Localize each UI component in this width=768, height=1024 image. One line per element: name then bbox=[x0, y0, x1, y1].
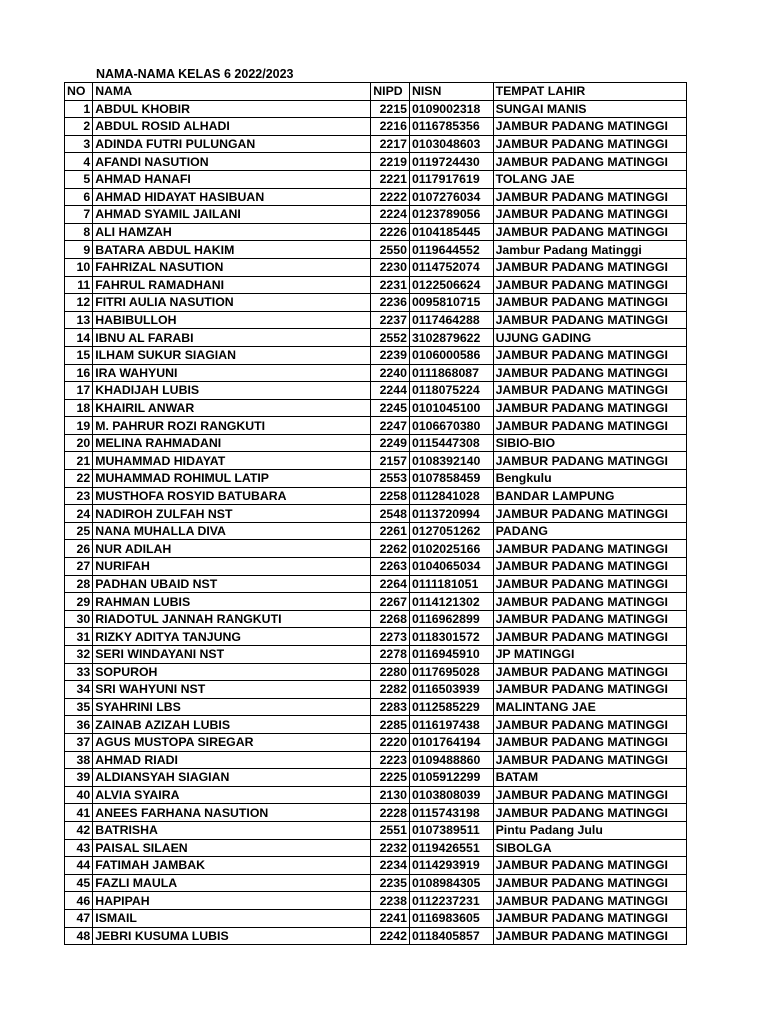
cell-nama: FITRI AULIA NASUTION bbox=[93, 294, 371, 312]
table-row bbox=[65, 733, 687, 751]
cell-no: 27 bbox=[65, 558, 93, 576]
cell-no: 21 bbox=[65, 452, 93, 470]
cell-tempat-lahir: SIBOLGA bbox=[493, 839, 686, 857]
cell-tempat-lahir: MALINTANG JAE bbox=[493, 698, 686, 716]
table-row bbox=[65, 452, 687, 470]
cell-nisn: 0102025166 bbox=[409, 540, 493, 558]
cell-nisn: 0117695028 bbox=[409, 663, 493, 681]
cell-nipd: 2258 bbox=[371, 487, 410, 505]
cell-no: 41 bbox=[65, 804, 93, 822]
cell-nisn: 0116503939 bbox=[409, 681, 493, 699]
cell-tempat-lahir: Bengkulu bbox=[493, 470, 686, 488]
cell-no: 13 bbox=[65, 311, 93, 329]
table-row bbox=[65, 821, 687, 839]
cell-nama: KHAIRIL ANWAR bbox=[93, 399, 371, 417]
cell-nisn: 0119426551 bbox=[409, 839, 493, 857]
cell-no: 38 bbox=[65, 751, 93, 769]
cell-nama: MUSTHOFA ROSYID BATUBARA bbox=[93, 487, 371, 505]
cell-nama: KHADIJAH LUBIS bbox=[93, 382, 371, 400]
cell-nipd: 2551 bbox=[371, 821, 410, 839]
cell-nisn: 0105912299 bbox=[409, 769, 493, 787]
cell-no: 32 bbox=[65, 646, 93, 664]
cell-nama: ALI HAMZAH bbox=[93, 223, 371, 241]
cell-nama: AHMAD SYAMIL JAILANI bbox=[93, 206, 371, 224]
cell-tempat-lahir: JAMBUR PADANG MATINGGI bbox=[493, 909, 686, 927]
table-row bbox=[65, 382, 687, 400]
cell-nipd: 2278 bbox=[371, 646, 410, 664]
cell-tempat-lahir: JAMBUR PADANG MATINGGI bbox=[493, 118, 686, 136]
table-row bbox=[65, 470, 687, 488]
cell-nipd: 2263 bbox=[371, 558, 410, 576]
student-table bbox=[64, 82, 687, 945]
cell-nisn: 0104065034 bbox=[409, 558, 493, 576]
table-row bbox=[65, 522, 687, 540]
cell-no: 23 bbox=[65, 487, 93, 505]
cell-tempat-lahir: JAMBUR PADANG MATINGGI bbox=[493, 294, 686, 312]
table-row bbox=[65, 610, 687, 628]
cell-nipd: 2550 bbox=[371, 241, 410, 259]
cell-tempat-lahir: JAMBUR PADANG MATINGGI bbox=[493, 733, 686, 751]
table-row bbox=[65, 716, 687, 734]
cell-tempat-lahir: JAMBUR PADANG MATINGGI bbox=[493, 927, 686, 945]
cell-no: 8 bbox=[65, 223, 93, 241]
cell-no: 36 bbox=[65, 716, 93, 734]
cell-nipd: 2548 bbox=[371, 505, 410, 523]
table-row bbox=[65, 698, 687, 716]
cell-no: 22 bbox=[65, 470, 93, 488]
cell-tempat-lahir: Pintu Padang Julu bbox=[493, 821, 686, 839]
cell-nisn: 0114293919 bbox=[409, 857, 493, 875]
cell-nama: AHMAD HANAFI bbox=[93, 170, 371, 188]
cell-nisn: 0118075224 bbox=[409, 382, 493, 400]
cell-nisn: 0114121302 bbox=[409, 593, 493, 611]
cell-nisn: 0119644552 bbox=[409, 241, 493, 259]
cell-nipd: 2225 bbox=[371, 769, 410, 787]
cell-nisn: 0116945910 bbox=[409, 646, 493, 664]
cell-no: 6 bbox=[65, 188, 93, 206]
cell-tempat-lahir: JAMBUR PADANG MATINGGI bbox=[493, 874, 686, 892]
table-row bbox=[65, 909, 687, 927]
cell-nipd: 2261 bbox=[371, 522, 410, 540]
cell-nama: HABIBULLOH bbox=[93, 311, 371, 329]
cell-nipd: 2130 bbox=[371, 786, 410, 804]
table-row bbox=[65, 241, 687, 259]
cell-tempat-lahir: JAMBUR PADANG MATINGGI bbox=[493, 804, 686, 822]
cell-no: 20 bbox=[65, 434, 93, 452]
cell-tempat-lahir: JAMBUR PADANG MATINGGI bbox=[493, 364, 686, 382]
cell-tempat-lahir: JAMBUR PADANG MATINGGI bbox=[493, 153, 686, 171]
cell-nisn: 0115447308 bbox=[409, 434, 493, 452]
cell-nipd: 2228 bbox=[371, 804, 410, 822]
cell-nipd: 2237 bbox=[371, 311, 410, 329]
cell-tempat-lahir: SUNGAI MANIS bbox=[493, 100, 686, 118]
cell-nipd: 2224 bbox=[371, 206, 410, 224]
cell-nama: FAHRUL RAMADHANI bbox=[93, 276, 371, 294]
cell-nisn: 0117917619 bbox=[409, 170, 493, 188]
cell-tempat-lahir: JAMBUR PADANG MATINGGI bbox=[493, 575, 686, 593]
cell-no: 43 bbox=[65, 839, 93, 857]
table-row bbox=[65, 399, 687, 417]
cell-tempat-lahir: JAMBUR PADANG MATINGGI bbox=[493, 892, 686, 910]
table-row bbox=[65, 681, 687, 699]
cell-no: 18 bbox=[65, 399, 93, 417]
cell-nama: RAHMAN LUBIS bbox=[93, 593, 371, 611]
table-row bbox=[65, 258, 687, 276]
cell-nama: AHMAD RIADI bbox=[93, 751, 371, 769]
cell-nisn: 0117464288 bbox=[409, 311, 493, 329]
cell-tempat-lahir: JAMBUR PADANG MATINGGI bbox=[493, 452, 686, 470]
cell-nisn: 0107389511 bbox=[409, 821, 493, 839]
cell-nama: ABDUL KHOBIR bbox=[93, 100, 371, 118]
cell-nipd: 2236 bbox=[371, 294, 410, 312]
table-row bbox=[65, 769, 687, 787]
cell-tempat-lahir: JAMBUR PADANG MATINGGI bbox=[493, 716, 686, 734]
cell-tempat-lahir: JAMBUR PADANG MATINGGI bbox=[493, 135, 686, 153]
cell-tempat-lahir: SIBIO-BIO bbox=[493, 434, 686, 452]
table-header-row bbox=[65, 83, 687, 101]
table-row bbox=[65, 206, 687, 224]
cell-nama: ADINDA FUTRI PULUNGAN bbox=[93, 135, 371, 153]
cell-nipd: 2283 bbox=[371, 698, 410, 716]
cell-nama: NADIROH ZULFAH NST bbox=[93, 505, 371, 523]
cell-nipd: 2230 bbox=[371, 258, 410, 276]
table-row bbox=[65, 927, 687, 945]
cell-nisn: 0127051262 bbox=[409, 522, 493, 540]
cell-nisn: 0118301572 bbox=[409, 628, 493, 646]
cell-nisn: 0116785356 bbox=[409, 118, 493, 136]
cell-no: 31 bbox=[65, 628, 93, 646]
cell-no: 30 bbox=[65, 610, 93, 628]
cell-nisn: 0112237231 bbox=[409, 892, 493, 910]
cell-no: 3 bbox=[65, 135, 93, 153]
cell-nama: RIZKY ADITYA TANJUNG bbox=[93, 628, 371, 646]
cell-nisn: 0119724430 bbox=[409, 153, 493, 171]
cell-nisn: 0116962899 bbox=[409, 610, 493, 628]
cell-nipd: 2222 bbox=[371, 188, 410, 206]
cell-nipd: 2285 bbox=[371, 716, 410, 734]
cell-nama: PAISAL SILAEN bbox=[93, 839, 371, 857]
cell-nama: HAPIPAH bbox=[93, 892, 371, 910]
cell-nama: ALDIANSYAH SIAGIAN bbox=[93, 769, 371, 787]
cell-nipd: 2241 bbox=[371, 909, 410, 927]
cell-tempat-lahir: JAMBUR PADANG MATINGGI bbox=[493, 857, 686, 875]
cell-tempat-lahir: JAMBUR PADANG MATINGGI bbox=[493, 663, 686, 681]
table-row bbox=[65, 593, 687, 611]
cell-nisn: 0103048603 bbox=[409, 135, 493, 153]
cell-nipd: 2245 bbox=[371, 399, 410, 417]
cell-nipd: 2242 bbox=[371, 927, 410, 945]
cell-tempat-lahir: JAMBUR PADANG MATINGGI bbox=[493, 681, 686, 699]
cell-no: 37 bbox=[65, 733, 93, 751]
cell-nipd: 2217 bbox=[371, 135, 410, 153]
cell-nama: SERI WINDAYANI NST bbox=[93, 646, 371, 664]
cell-nipd: 2232 bbox=[371, 839, 410, 857]
table-row bbox=[65, 663, 687, 681]
cell-nama: ALVIA SYAIRA bbox=[93, 786, 371, 804]
cell-nama: ABDUL ROSID ALHADI bbox=[93, 118, 371, 136]
table-row bbox=[65, 294, 687, 312]
cell-nisn: 0122506624 bbox=[409, 276, 493, 294]
cell-nama: MUHAMMAD HIDAYAT bbox=[93, 452, 371, 470]
table-row bbox=[65, 487, 687, 505]
table-row bbox=[65, 417, 687, 435]
cell-no: 44 bbox=[65, 857, 93, 875]
cell-no: 16 bbox=[65, 364, 93, 382]
table-row bbox=[65, 540, 687, 558]
table-row bbox=[65, 118, 687, 136]
cell-nisn: 0113720994 bbox=[409, 505, 493, 523]
cell-tempat-lahir: Jambur Padang Matinggi bbox=[493, 241, 686, 259]
cell-nama: FATIMAH JAMBAK bbox=[93, 857, 371, 875]
header-nama: NAMA bbox=[93, 83, 371, 101]
cell-tempat-lahir: JAMBUR PADANG MATINGGI bbox=[493, 223, 686, 241]
cell-nisn: 0123789056 bbox=[409, 206, 493, 224]
table-row bbox=[65, 276, 687, 294]
cell-nisn: 0106670380 bbox=[409, 417, 493, 435]
cell-tempat-lahir: JAMBUR PADANG MATINGGI bbox=[493, 188, 686, 206]
cell-nipd: 2219 bbox=[371, 153, 410, 171]
cell-nisn: 0116983605 bbox=[409, 909, 493, 927]
cell-nipd: 2282 bbox=[371, 681, 410, 699]
cell-nisn: 0112585229 bbox=[409, 698, 493, 716]
cell-nipd: 2244 bbox=[371, 382, 410, 400]
cell-nama: AHMAD HIDAYAT HASIBUAN bbox=[93, 188, 371, 206]
cell-no: 4 bbox=[65, 153, 93, 171]
table-row bbox=[65, 874, 687, 892]
cell-nipd: 2157 bbox=[371, 452, 410, 470]
cell-tempat-lahir: JAMBUR PADANG MATINGGI bbox=[493, 417, 686, 435]
cell-nisn: 0101764194 bbox=[409, 733, 493, 751]
cell-tempat-lahir: JAMBUR PADANG MATINGGI bbox=[493, 593, 686, 611]
table-row bbox=[65, 188, 687, 206]
cell-tempat-lahir: JAMBUR PADANG MATINGGI bbox=[493, 505, 686, 523]
cell-no: 28 bbox=[65, 575, 93, 593]
cell-no: 33 bbox=[65, 663, 93, 681]
header-tempat-lahir: TEMPAT LAHIR bbox=[493, 83, 686, 101]
cell-nipd: 2268 bbox=[371, 610, 410, 628]
cell-no: 46 bbox=[65, 892, 93, 910]
table-row bbox=[65, 628, 687, 646]
cell-tempat-lahir: JP MATINGGI bbox=[493, 646, 686, 664]
cell-tempat-lahir: JAMBUR PADANG MATINGGI bbox=[493, 311, 686, 329]
cell-nama: AGUS MUSTOPA SIREGAR bbox=[93, 733, 371, 751]
table-row bbox=[65, 135, 687, 153]
cell-nisn: 0118405857 bbox=[409, 927, 493, 945]
cell-no: 10 bbox=[65, 258, 93, 276]
table-row bbox=[65, 329, 687, 347]
cell-nama: BATARA ABDUL HAKIM bbox=[93, 241, 371, 259]
cell-tempat-lahir: JAMBUR PADANG MATINGGI bbox=[493, 276, 686, 294]
cell-nipd: 2231 bbox=[371, 276, 410, 294]
cell-tempat-lahir: BANDAR LAMPUNG bbox=[493, 487, 686, 505]
cell-nipd: 2552 bbox=[371, 329, 410, 347]
cell-tempat-lahir: JAMBUR PADANG MATINGGI bbox=[493, 206, 686, 224]
cell-nipd: 2220 bbox=[371, 733, 410, 751]
table-row bbox=[65, 786, 687, 804]
cell-nisn: 0106000586 bbox=[409, 346, 493, 364]
header-nisn: NISN bbox=[409, 83, 493, 101]
cell-no: 17 bbox=[65, 382, 93, 400]
cell-nisn: 0114752074 bbox=[409, 258, 493, 276]
cell-no: 45 bbox=[65, 874, 93, 892]
table-row bbox=[65, 170, 687, 188]
cell-no: 19 bbox=[65, 417, 93, 435]
cell-nisn: 0111181051 bbox=[409, 575, 493, 593]
cell-no: 15 bbox=[65, 346, 93, 364]
cell-nisn: 0107858459 bbox=[409, 470, 493, 488]
cell-nipd: 2240 bbox=[371, 364, 410, 382]
cell-tempat-lahir: BATAM bbox=[493, 769, 686, 787]
table-row bbox=[65, 575, 687, 593]
cell-nama: IBNU AL FARABI bbox=[93, 329, 371, 347]
cell-tempat-lahir: JAMBUR PADANG MATINGGI bbox=[493, 786, 686, 804]
table-row bbox=[65, 364, 687, 382]
cell-tempat-lahir: JAMBUR PADANG MATINGGI bbox=[493, 751, 686, 769]
cell-no: 9 bbox=[65, 241, 93, 259]
cell-nama: NURIFAH bbox=[93, 558, 371, 576]
cell-nipd: 2280 bbox=[371, 663, 410, 681]
cell-no: 25 bbox=[65, 522, 93, 540]
cell-nama: ILHAM SUKUR SIAGIAN bbox=[93, 346, 371, 364]
table-row bbox=[65, 100, 687, 118]
cell-no: 11 bbox=[65, 276, 93, 294]
cell-nipd: 2249 bbox=[371, 434, 410, 452]
cell-nama: IRA WAHYUNI bbox=[93, 364, 371, 382]
cell-nisn: 0109488860 bbox=[409, 751, 493, 769]
cell-nipd: 2216 bbox=[371, 118, 410, 136]
cell-nama: SOPUROH bbox=[93, 663, 371, 681]
table-row bbox=[65, 839, 687, 857]
cell-nipd: 2234 bbox=[371, 857, 410, 875]
cell-nipd: 2262 bbox=[371, 540, 410, 558]
cell-no: 7 bbox=[65, 206, 93, 224]
cell-nama: SRI WAHYUNI NST bbox=[93, 681, 371, 699]
cell-nisn: 0108392140 bbox=[409, 452, 493, 470]
cell-nama: RIADOTUL JANNAH RANGKUTI bbox=[93, 610, 371, 628]
cell-no: 39 bbox=[65, 769, 93, 787]
cell-no: 34 bbox=[65, 681, 93, 699]
cell-nisn: 0111868087 bbox=[409, 364, 493, 382]
cell-tempat-lahir: UJUNG GADING bbox=[493, 329, 686, 347]
cell-nama: FAZLI MAULA bbox=[93, 874, 371, 892]
cell-nama: NUR ADILAH bbox=[93, 540, 371, 558]
cell-nisn: 0103808039 bbox=[409, 786, 493, 804]
table-body bbox=[65, 100, 687, 945]
cell-no: 1 bbox=[65, 100, 93, 118]
cell-tempat-lahir: JAMBUR PADANG MATINGGI bbox=[493, 610, 686, 628]
cell-nisn: 0095810715 bbox=[409, 294, 493, 312]
table-row bbox=[65, 153, 687, 171]
cell-nama: ISMAIL bbox=[93, 909, 371, 927]
cell-nama: MELINA RAHMADANI bbox=[93, 434, 371, 452]
cell-nipd: 2239 bbox=[371, 346, 410, 364]
table-row bbox=[65, 646, 687, 664]
cell-no: 47 bbox=[65, 909, 93, 927]
cell-nipd: 2267 bbox=[371, 593, 410, 611]
cell-no: 42 bbox=[65, 821, 93, 839]
cell-nisn: 0116197438 bbox=[409, 716, 493, 734]
cell-tempat-lahir: JAMBUR PADANG MATINGGI bbox=[493, 382, 686, 400]
cell-nipd: 2247 bbox=[371, 417, 410, 435]
cell-nama: ANEES FARHANA NASUTION bbox=[93, 804, 371, 822]
cell-nisn: 0109002318 bbox=[409, 100, 493, 118]
cell-nipd: 2238 bbox=[371, 892, 410, 910]
cell-nisn: 0104185445 bbox=[409, 223, 493, 241]
cell-tempat-lahir: JAMBUR PADANG MATINGGI bbox=[493, 558, 686, 576]
table-row bbox=[65, 892, 687, 910]
table-row bbox=[65, 804, 687, 822]
cell-no: 14 bbox=[65, 329, 93, 347]
cell-nipd: 2223 bbox=[371, 751, 410, 769]
cell-nama: SYAHRINI LBS bbox=[93, 698, 371, 716]
header-nipd: NIPD bbox=[371, 83, 410, 101]
cell-nisn: 3102879622 bbox=[409, 329, 493, 347]
cell-no: 40 bbox=[65, 786, 93, 804]
cell-no: 48 bbox=[65, 927, 93, 945]
cell-nipd: 2273 bbox=[371, 628, 410, 646]
cell-nama: BATRISHA bbox=[93, 821, 371, 839]
cell-no: 35 bbox=[65, 698, 93, 716]
cell-no: 26 bbox=[65, 540, 93, 558]
table-row bbox=[65, 558, 687, 576]
cell-nisn: 0107276034 bbox=[409, 188, 493, 206]
cell-nipd: 2553 bbox=[371, 470, 410, 488]
table-row bbox=[65, 857, 687, 875]
table-row bbox=[65, 505, 687, 523]
cell-nama: NANA MUHALLA DIVA bbox=[93, 522, 371, 540]
cell-nama: FAHRIZAL NASUTION bbox=[93, 258, 371, 276]
cell-tempat-lahir: JAMBUR PADANG MATINGGI bbox=[493, 258, 686, 276]
cell-tempat-lahir: PADANG bbox=[493, 522, 686, 540]
cell-nisn: 0112841028 bbox=[409, 487, 493, 505]
cell-nipd: 2226 bbox=[371, 223, 410, 241]
cell-nisn: 0115743198 bbox=[409, 804, 493, 822]
cell-tempat-lahir: JAMBUR PADANG MATINGGI bbox=[493, 346, 686, 364]
cell-nama: MUHAMMAD ROHIMUL LATIP bbox=[93, 470, 371, 488]
cell-no: 2 bbox=[65, 118, 93, 136]
table-row bbox=[65, 223, 687, 241]
header-no: NO bbox=[65, 83, 93, 101]
cell-nipd: 2264 bbox=[371, 575, 410, 593]
cell-nama: AFANDI NASUTION bbox=[93, 153, 371, 171]
cell-nipd: 2221 bbox=[371, 170, 410, 188]
table-row bbox=[65, 346, 687, 364]
table-row bbox=[65, 434, 687, 452]
cell-nama: PADHAN UBAID NST bbox=[93, 575, 371, 593]
table-row bbox=[65, 751, 687, 769]
cell-nipd: 2235 bbox=[371, 874, 410, 892]
cell-no: 12 bbox=[65, 294, 93, 312]
cell-no: 29 bbox=[65, 593, 93, 611]
cell-nisn: 0108984305 bbox=[409, 874, 493, 892]
cell-nisn: 0101045100 bbox=[409, 399, 493, 417]
cell-tempat-lahir: JAMBUR PADANG MATINGGI bbox=[493, 540, 686, 558]
cell-tempat-lahir: JAMBUR PADANG MATINGGI bbox=[493, 399, 686, 417]
cell-tempat-lahir: TOLANG JAE bbox=[493, 170, 686, 188]
cell-nama: JEBRI KUSUMA LUBIS bbox=[93, 927, 371, 945]
document-title: NAMA-NAMA KELAS 6 2022/2023 bbox=[96, 67, 294, 81]
cell-nama: M. PAHRUR ROZI RANGKUTI bbox=[93, 417, 371, 435]
cell-no: 24 bbox=[65, 505, 93, 523]
cell-nipd: 2215 bbox=[371, 100, 410, 118]
cell-no: 5 bbox=[65, 170, 93, 188]
table-row bbox=[65, 311, 687, 329]
cell-tempat-lahir: JAMBUR PADANG MATINGGI bbox=[493, 628, 686, 646]
cell-nama: ZAINAB AZIZAH LUBIS bbox=[93, 716, 371, 734]
